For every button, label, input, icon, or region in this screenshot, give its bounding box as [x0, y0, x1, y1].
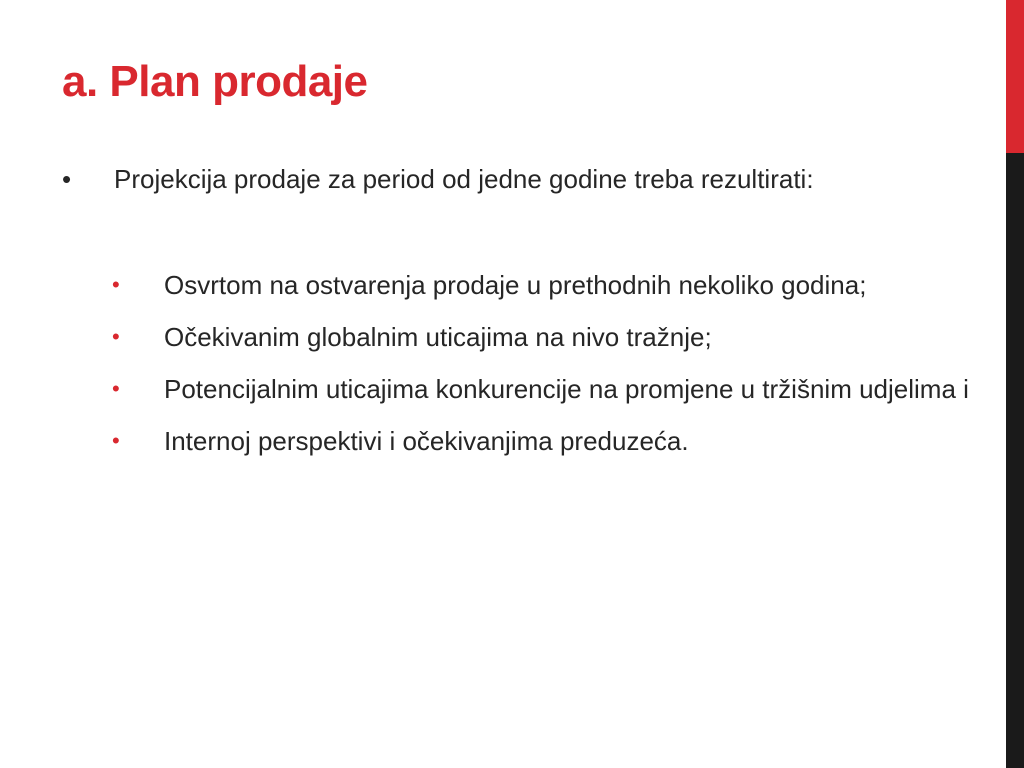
accent-bar-dark — [1006, 153, 1024, 768]
sub-bullet-item — [112, 422, 992, 460]
bullet-marker: • — [62, 164, 72, 194]
sub-bullet-text: Potencijalnim uticajima konkurencije na promjene u tržišnim udjelima i — [164, 374, 969, 404]
sub-bullet-text: Internoj perspektivi i očekivanjima preduzeća. — [164, 426, 689, 456]
main-bullet-text: Projekcija prodaje za period od jedne godine treba rezultirati: — [114, 164, 814, 194]
bullet-marker: • — [112, 428, 120, 453]
sub-bullet-text: Osvrtom na ostvarenja prodaje u prethodnih nekoliko godina; — [164, 270, 867, 300]
sub-bullet-text: Očekivanim globalnim uticajima na nivo tražnje; — [164, 322, 712, 352]
slide-title: a. Plan prodaje — [62, 57, 368, 106]
sub-bullet-list — [112, 266, 992, 474]
bullet-marker: • — [112, 324, 120, 349]
accent-bar-red — [1006, 0, 1024, 153]
bullet-marker: • — [112, 376, 120, 401]
sub-bullet-item — [112, 266, 992, 304]
bullet-marker: • — [112, 272, 120, 297]
sub-bullet-item — [112, 318, 992, 356]
sub-bullet-item — [112, 370, 992, 408]
main-bullet — [62, 160, 962, 198]
